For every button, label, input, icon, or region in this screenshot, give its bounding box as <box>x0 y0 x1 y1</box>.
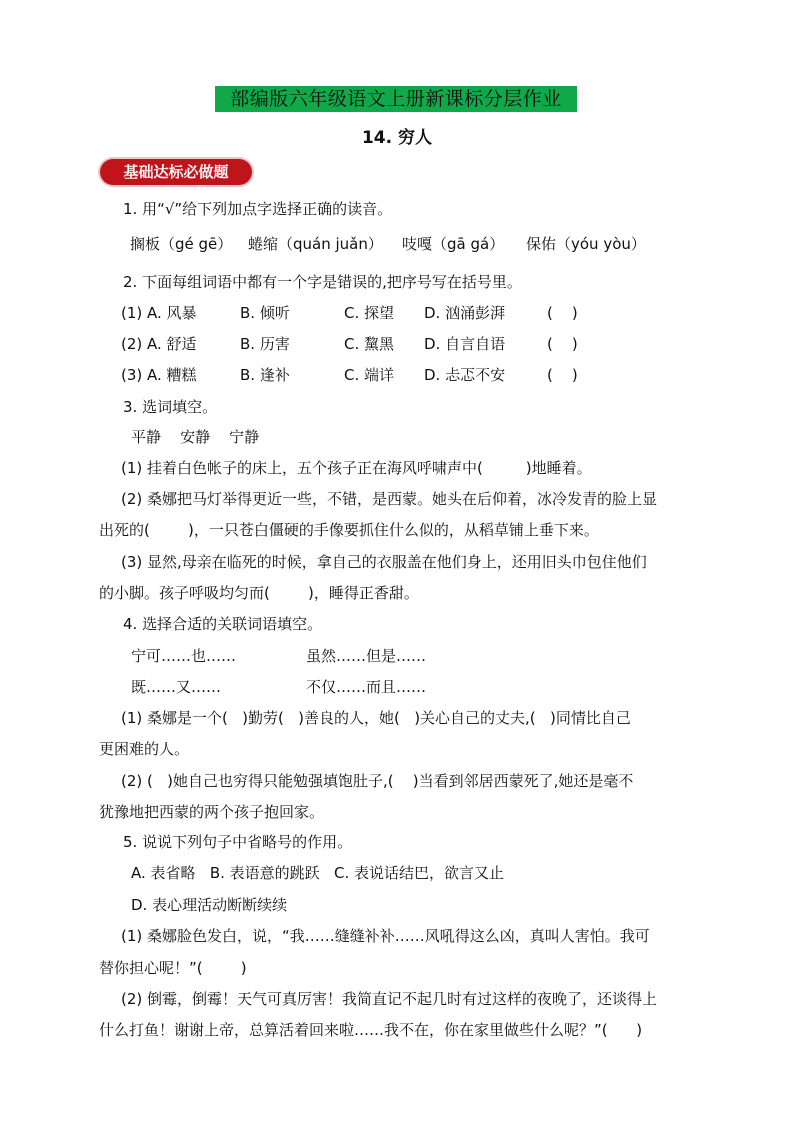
q2-row3-a: (3) A. 糟糕 <box>121 366 197 384</box>
q3-sentence-2: (2) 桑娜把马灯举得更近一些，不错，是西蒙。她头在后仰着，冰冷发青的脸上显 <box>121 490 658 508</box>
q2-row1-a: (1) A. 风暴 <box>121 304 197 322</box>
question-1-stem: 1. 用“√”给下列加点字选择正确的读音。 <box>123 200 393 218</box>
q2-row2-answer-blank[interactable]: ( ) <box>547 335 578 353</box>
question-3-stem: 3. 选词填空。 <box>123 398 218 416</box>
q2-row2-d: D. 自言自语 <box>424 335 506 353</box>
q3-word-choices: 平静 安静 宁静 <box>131 428 260 446</box>
q1-item: 吱嘎（gā gá） <box>402 235 505 253</box>
q1-item: 蜷缩（quán juǎn） <box>248 235 383 253</box>
q3-sentence-1: (1) 挂着白色帐子的床上，五个孩子正在海风呼啸声中( )地睡着。 <box>121 459 592 477</box>
q4-conjunction-pair: 不仅……而且…… <box>306 678 427 696</box>
q3-sentence-3-cont: 的小脚。孩子呼吸均匀而( )，睡得正香甜。 <box>99 584 419 602</box>
q1-item: 搁板（gé gē） <box>130 235 233 253</box>
question-4-stem: 4. 选择合适的关联词语填空。 <box>123 615 323 633</box>
q2-row3-d: D. 忐忑不安 <box>424 366 506 384</box>
q5-options-line-1: A. 表省略 B. 表语意的跳跃 C. 表说话结巴，欲言又止 <box>131 864 504 882</box>
q5-sentence-1: (1) 桑娜脸色发白，说，“我……缝缝补补……风吼得这么凶，真叫人害怕。我可 <box>121 927 650 945</box>
q4-sentence-1: (1) 桑娜是一个( )勤劳( )善良的人，她( )关心自己的丈夫,( )同情比自己 <box>121 709 631 727</box>
q4-conjunction-pair: 既……又…… <box>131 678 222 696</box>
q2-row3-c: C. 端详 <box>344 366 395 384</box>
q3-sentence-3: (3) 显然,母亲在临死的时候，拿自己的衣服盖在他们身上，还用旧头巾包住他们 <box>121 553 647 571</box>
q2-row2-c: C. 黧黑 <box>344 335 395 353</box>
q4-sentence-1-cont: 更困难的人。 <box>99 740 190 758</box>
q5-sentence-2-cont: 什么打鱼！谢谢上帝，总算活着回来啦……我不在，你在家里做些什么呢？”( ) <box>99 1021 643 1039</box>
q2-row2-b: B. 历害 <box>240 335 290 353</box>
question-5-stem: 5. 说说下列句子中省略号的作用。 <box>123 833 353 851</box>
worksheet-banner: 部编版六年级语文上册新课标分层作业 <box>215 86 577 112</box>
q1-item: 保佑（yóu yòu） <box>526 235 646 253</box>
q2-row2-a: (2) A. 舒适 <box>121 335 197 353</box>
q2-row1-answer-blank[interactable]: ( ) <box>547 304 578 322</box>
question-2-stem: 2. 下面每组词语中都有一个字是错误的,把序号写在括号里。 <box>123 273 522 291</box>
q3-sentence-2-cont: 出死的( )，一只苍白僵硬的手像要抓住什么似的，从稻草铺上垂下来。 <box>99 521 599 539</box>
q2-row3-b: B. 逢补 <box>240 366 290 384</box>
q5-options-line-2: D. 表心理活动断断续续 <box>131 896 288 914</box>
q5-sentence-1-cont: 替你担心呢！”( ) <box>99 959 247 977</box>
lesson-title: 14. 穷人 <box>361 128 433 148</box>
q2-row1-b: B. 倾听 <box>240 304 290 322</box>
q5-sentence-2: (2) 倒霉，倒霉！天气可真厉害！我简直记不起几时有过这样的夜晚了，还谈得上 <box>121 990 658 1008</box>
q4-conjunction-pair: 虽然……但是…… <box>306 647 427 665</box>
q2-row3-answer-blank[interactable]: ( ) <box>547 366 578 384</box>
q2-row1-c: C. 探望 <box>344 304 395 322</box>
q4-sentence-2: (2) ( )她自己也穷得只能勉强填饱肚子,( )当看到邻居西蒙死了,她还是毫不 <box>121 772 634 790</box>
q4-sentence-2-cont: 犹豫地把西蒙的两个孩子抱回家。 <box>99 803 325 821</box>
q4-conjunction-pair: 宁可……也…… <box>131 647 237 665</box>
section-badge: 基础达标必做题 <box>100 159 252 185</box>
q2-row1-d: D. 汹涌彭湃 <box>424 304 506 322</box>
